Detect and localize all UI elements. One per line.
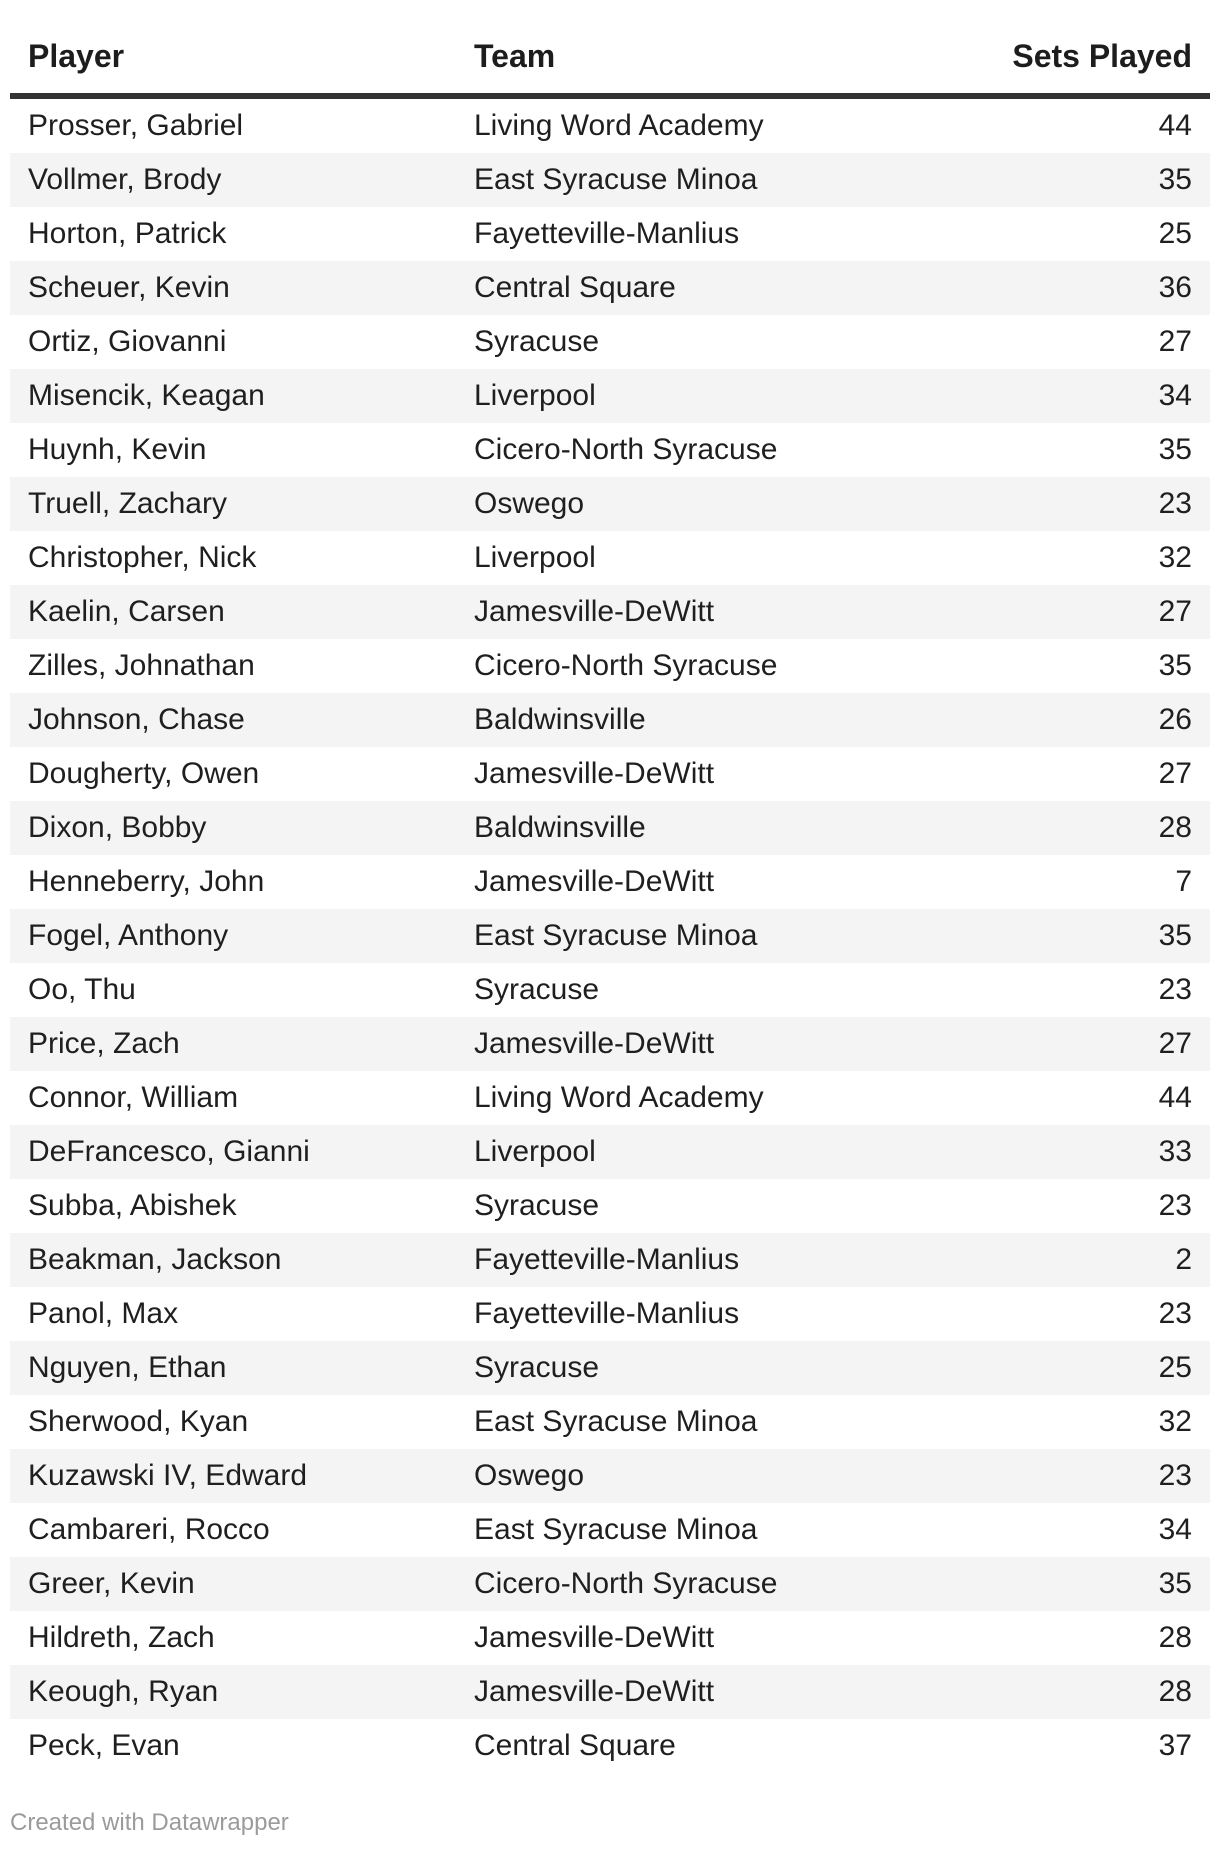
table-row xyxy=(10,747,1210,801)
player-cell: Dougherty, Owen xyxy=(28,757,260,790)
table-row xyxy=(10,207,1210,261)
table-row xyxy=(10,369,1210,423)
column-header-team: Team xyxy=(456,26,880,96)
player-cell: Fogel, Anthony xyxy=(28,919,229,952)
table-row xyxy=(10,1395,1210,1449)
column-header-player: Player xyxy=(10,26,456,96)
team-cell: Syracuse xyxy=(474,325,600,358)
table-row xyxy=(10,477,1210,531)
sets-played-cell: 23 xyxy=(1158,1297,1192,1330)
team-cell: Syracuse xyxy=(474,1189,600,1222)
team-cell: East Syracuse Minoa xyxy=(474,919,758,952)
table-row xyxy=(10,909,1210,963)
player-cell: Zilles, Johnathan xyxy=(28,649,255,682)
sets-played-cell: 23 xyxy=(1158,973,1192,1006)
sets-played-cell: 7 xyxy=(1175,865,1192,898)
player-cell: Horton, Patrick xyxy=(28,217,227,250)
player-cell: Kuzawski IV, Edward xyxy=(28,1459,308,1492)
player-cell: Keough, Ryan xyxy=(28,1675,219,1708)
player-cell: Subba, Abishek xyxy=(28,1189,237,1222)
player-cell: Henneberry, John xyxy=(28,865,265,898)
team-cell: Cicero-North Syracuse xyxy=(474,433,778,466)
player-cell: Vollmer, Brody xyxy=(28,163,222,196)
team-cell: Cicero-North Syracuse xyxy=(474,649,778,682)
team-cell: Jamesville-DeWitt xyxy=(474,1621,715,1654)
table-row xyxy=(10,531,1210,585)
player-cell: Sherwood, Kyan xyxy=(28,1405,249,1438)
table-row xyxy=(10,963,1210,1017)
attribution xyxy=(10,1809,1210,1837)
team-cell: Central Square xyxy=(474,1729,676,1762)
table-row xyxy=(10,693,1210,747)
player-cell: Prosser, Gabriel xyxy=(28,109,244,142)
sets-played-cell: 35 xyxy=(1158,1567,1192,1600)
player-cell: Kaelin, Carsen xyxy=(28,595,225,628)
team-cell: Syracuse xyxy=(474,973,600,1006)
table-row xyxy=(10,1071,1210,1125)
table-row xyxy=(10,801,1210,855)
table-row xyxy=(10,639,1210,693)
sets-played-cell: 23 xyxy=(1158,487,1192,520)
table-row xyxy=(10,96,1210,153)
table-row xyxy=(10,1017,1210,1071)
sets-played-cell: 27 xyxy=(1158,325,1192,358)
datawrapper-credit-link[interactable]: Created with Datawrapper xyxy=(10,1809,289,1836)
player-cell: Connor, William xyxy=(28,1081,239,1114)
table-row xyxy=(10,1233,1210,1287)
team-cell: Syracuse xyxy=(474,1351,600,1384)
team-cell: East Syracuse Minoa xyxy=(474,1513,758,1546)
sets-played-cell: 2 xyxy=(1175,1243,1192,1276)
player-cell: Truell, Zachary xyxy=(28,487,227,520)
sets-played-cell: 27 xyxy=(1158,1027,1192,1060)
sets-played-cell: 33 xyxy=(1158,1135,1192,1168)
sets-played-cell: 25 xyxy=(1158,217,1192,250)
team-cell: Oswego xyxy=(474,487,585,520)
team-cell: Liverpool xyxy=(474,541,596,574)
sets-played-cell: 27 xyxy=(1158,595,1192,628)
team-cell: Cicero-North Syracuse xyxy=(474,1567,778,1600)
team-cell: East Syracuse Minoa xyxy=(474,1405,758,1438)
sets-played-cell: 35 xyxy=(1158,649,1192,682)
team-cell: Liverpool xyxy=(474,1135,596,1168)
player-cell: Misencik, Keagan xyxy=(28,379,265,412)
team-cell: Fayetteville-Manlius xyxy=(474,217,740,250)
table-header xyxy=(10,26,1210,96)
player-cell: Cambareri, Rocco xyxy=(28,1513,270,1546)
table-body xyxy=(10,96,1210,1773)
sets-played-cell: 28 xyxy=(1158,1621,1192,1654)
sets-played-cell: 37 xyxy=(1158,1729,1192,1762)
sets-played-cell: 27 xyxy=(1158,757,1192,790)
sets-played-cell: 25 xyxy=(1158,1351,1192,1384)
player-cell: Christopher, Nick xyxy=(28,541,257,574)
player-cell: Hildreth, Zach xyxy=(28,1621,215,1654)
sets-played-cell: 44 xyxy=(1158,1081,1192,1114)
table-row xyxy=(10,1179,1210,1233)
header-row xyxy=(10,26,1210,96)
table-row xyxy=(10,1503,1210,1557)
table-row xyxy=(10,1665,1210,1719)
team-cell: Jamesville-DeWitt xyxy=(474,595,715,628)
player-cell: Panol, Max xyxy=(28,1297,179,1330)
sets-played-cell: 26 xyxy=(1158,703,1192,736)
column-header-sets-played: Sets Played xyxy=(880,26,1210,96)
sets-played-cell: 44 xyxy=(1158,109,1192,142)
table-row xyxy=(10,315,1210,369)
sets-played-cell: 32 xyxy=(1158,541,1192,574)
player-cell: Price, Zach xyxy=(28,1027,180,1060)
table-row xyxy=(10,1341,1210,1395)
team-cell: Oswego xyxy=(474,1459,585,1492)
team-cell: Liverpool xyxy=(474,379,596,412)
sets-played-cell: 35 xyxy=(1158,163,1192,196)
team-cell: Fayetteville-Manlius xyxy=(474,1243,740,1276)
team-cell: East Syracuse Minoa xyxy=(474,163,758,196)
table-row xyxy=(10,1611,1210,1665)
sets-played-cell: 34 xyxy=(1158,1513,1192,1546)
player-cell: Oo, Thu xyxy=(28,973,136,1006)
player-cell: Huynh, Kevin xyxy=(28,433,207,466)
table-row xyxy=(10,1449,1210,1503)
table-row xyxy=(10,153,1210,207)
table-row xyxy=(10,1287,1210,1341)
table-row xyxy=(10,1125,1210,1179)
table-row xyxy=(10,1557,1210,1611)
table-row xyxy=(10,423,1210,477)
team-cell: Baldwinsville xyxy=(474,703,646,736)
table-row xyxy=(10,585,1210,639)
player-cell: Scheuer, Kevin xyxy=(28,271,230,304)
player-cell: DeFrancesco, Gianni xyxy=(28,1135,310,1168)
sets-played-cell: 36 xyxy=(1158,271,1192,304)
team-cell: Jamesville-DeWitt xyxy=(474,865,715,898)
sets-played-cell: 28 xyxy=(1158,1675,1192,1708)
sets-played-cell: 32 xyxy=(1158,1405,1192,1438)
player-cell: Beakman, Jackson xyxy=(28,1243,282,1276)
table-row xyxy=(10,855,1210,909)
team-cell: Central Square xyxy=(474,271,676,304)
sets-played-cell: 23 xyxy=(1158,1459,1192,1492)
sets-played-cell: 35 xyxy=(1158,919,1192,952)
team-cell: Living Word Academy xyxy=(474,109,764,142)
table-row xyxy=(10,261,1210,315)
team-cell: Living Word Academy xyxy=(474,1081,764,1114)
player-cell: Dixon, Bobby xyxy=(28,811,207,844)
player-cell: Peck, Evan xyxy=(28,1729,180,1762)
player-cell: Nguyen, Ethan xyxy=(28,1351,227,1384)
sets-played-cell: 28 xyxy=(1158,811,1192,844)
sets-played-cell: 35 xyxy=(1158,433,1192,466)
team-cell: Fayetteville-Manlius xyxy=(474,1297,740,1330)
sets-played-cell: 34 xyxy=(1158,379,1192,412)
player-cell: Greer, Kevin xyxy=(28,1567,195,1600)
player-cell: Johnson, Chase xyxy=(28,703,245,736)
team-cell: Jamesville-DeWitt xyxy=(474,1027,715,1060)
table-row xyxy=(10,1719,1210,1773)
player-cell: Ortiz, Giovanni xyxy=(28,325,227,358)
team-cell: Jamesville-DeWitt xyxy=(474,757,715,790)
sets-played-cell: 23 xyxy=(1158,1189,1192,1222)
team-cell: Baldwinsville xyxy=(474,811,646,844)
team-cell: Jamesville-DeWitt xyxy=(474,1675,715,1708)
sets-played-table xyxy=(10,26,1210,1773)
